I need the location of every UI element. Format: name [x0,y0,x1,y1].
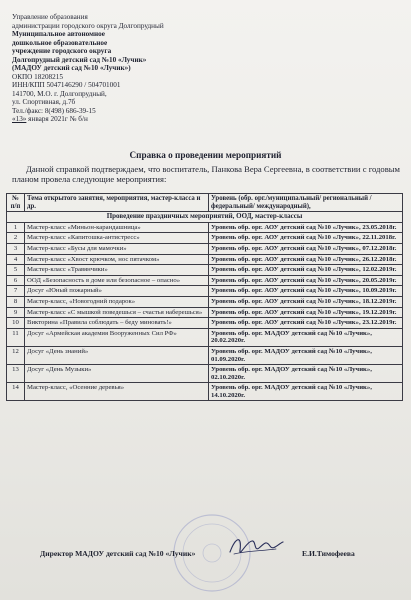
letterhead-line: учреждение городского округа [12,47,112,55]
table-row [7,296,403,307]
row-event: Мастер-класс «С мышкой поведешься – счастья наберешься» [25,307,209,318]
letterhead-line: Управление образования [12,13,88,21]
table-row [7,318,403,329]
row-event: Мастер-класс, «Осенние деревья» [25,383,209,401]
signatory-name: Е.И.Тимофеева [302,549,355,558]
row-number: 3 [7,243,25,254]
row-number: 9 [7,307,25,318]
row-level: Уровень обр. орг. АОУ детский сад №10 «Лучик», 19.12.2019г. [209,307,403,318]
table-row [7,233,403,244]
row-level: Уровень обр. орг. АОУ детский сад №10 «Лучик», 26.12.2018г. [209,254,403,265]
table-row [7,243,403,254]
table-row [7,286,403,297]
table-row [7,265,403,276]
row-level: Уровень обр. орг. АОУ детский сад №10 «Лучик», 10.09.2019г. [209,286,403,297]
table-row [7,254,403,265]
date-rest: января 2021г № б/н [26,115,88,123]
row-level: Уровень обр. орг. АОУ детский сад №10 «Лучик», 12.02.2019г. [209,265,403,276]
row-number: 5 [7,265,25,276]
row-level: Уровень обр. орг. АОУ детский сад №10 «Лучик», 20.05.2019г. [209,275,403,286]
row-level: Уровень обр. орг. АОУ детский сад №10 «Лучик», 07.12.2018г. [209,243,403,254]
letterhead-line: ул. Спортивная, д.7б [12,98,76,106]
letterhead-line: дошкольное образовательное [12,38,108,47]
table-row [7,275,403,286]
row-number: 1 [7,222,25,233]
intro-paragraph [12,164,400,184]
row-level: Уровень обр. орг. МАДОУ детский сад №10 «Лучик», 01.09.2020г. [209,346,403,364]
row-event: Мастер-класс «Капитошка-антистресс» [25,233,209,244]
letterhead-line: Тел./факс: 8(498) 686-39-15 [12,106,96,115]
letterhead-line: Долгопрудный детский сад №10 «Лучик» [12,55,147,64]
row-number: 6 [7,275,25,286]
row-event: Мастер-класс «Хвост крючком, нос пятачком» [25,254,209,265]
column-header-level: Уровень (обр. орг./муниципальный/ региональный / федеральный/ международный), [209,194,403,212]
signatory-title: Директор МАДОУ детский сад №10 «Лучик» [40,549,196,558]
table-row [7,328,403,346]
row-event: Мастер-класс «Бусы для мамочки» [25,243,209,254]
row-number: 7 [7,286,25,297]
row-event: Викторина «Правила соблюдать – беду миновать!» [25,318,209,329]
row-level: Уровень обр. орг. АОУ детский сад №10 «Лучик», 23.12.2019г. [209,318,403,329]
row-event: ООД «Безопасность в доме или безопасное – опасно» [25,275,209,286]
letterhead-line: ОКПО 18208215 [12,72,63,81]
column-header-num: № п/п [7,194,25,212]
row-level: Уровень обр. орг. МАДОУ детский сад №10 «Лучик», 14.10.2020г. [209,383,403,401]
row-level: Уровень обр. орг. АОУ детский сад №10 «Лучик», 22.11.2018г. [209,233,403,244]
table-row [7,346,403,364]
intro-text: Данной справкой подтверждаем, что воспитатель, Панкова Вера Сергеевна, в соответствии с годовым планом провела следующие мероприятия: [12,164,400,184]
row-event: Досуг «Юный пожарный» [25,286,209,297]
letterhead-line: (МАДОУ детский сад №10 «Лучик») [12,64,131,72]
row-number: 14 [7,383,25,401]
letterhead-line: ИНН/КПП 5047146290 / 504701001 [12,81,121,89]
column-header-name: Тема открытого занятия, мероприятия, мастер-класса и др. [25,194,209,212]
row-number: 4 [7,254,25,265]
row-event: Досуг «Армейская академия Вооруженных Сил РФ» [25,328,209,346]
letterhead-line: администрации городского округа Долгопрудный [12,21,164,30]
date-day: «13» [12,115,27,123]
letterhead-line: 141700, М.О. г. Долгопрудный, [12,89,107,98]
row-number: 8 [7,296,25,307]
row-event: Мастер-класс «Миньон-карандашница» [25,222,209,233]
row-level: Уровень обр. орг. АОУ детский сад №10 «Лучик», 18.12.2019г. [209,296,403,307]
section-row [7,212,403,223]
row-number: 10 [7,318,25,329]
row-number: 2 [7,233,25,244]
row-event: Мастер-класс «Травянчики» [25,265,209,276]
table-row [7,222,403,233]
table-row [7,383,403,401]
table-header-row [7,194,403,212]
row-level: Уровень обр. орг. МАДОУ детский сад №10 «Лучик», 20.02.2020г. [209,328,403,346]
row-event: Мастер-класс, «Новогодний подарок» [25,296,209,307]
row-level: Уровень обр. орг. МАДОУ детский сад №10 «Лучик», 02.10.2020г. [209,365,403,383]
document-title: Справка о проведении мероприятий [129,150,282,160]
table-row [7,307,403,318]
events-table [6,193,403,401]
letterhead [12,13,232,124]
row-event: Досуг «День Музыки» [25,365,209,383]
letterhead-line: Муниципальное автономное [12,30,105,38]
handwritten-signature-icon [226,532,286,562]
row-event: Досуг «День знаний» [25,346,209,364]
row-number: 13 [7,365,25,383]
document-date [12,115,232,124]
row-number: 12 [7,346,25,364]
row-number: 11 [7,328,25,346]
table-row [7,365,403,383]
section-title: Проведение праздничных мероприятий, ООД, мастер-классы [7,212,403,223]
row-level: Уровень обр. орг. АОУ детский сад №10 «Лучик», 23.05.2018г. [209,222,403,233]
